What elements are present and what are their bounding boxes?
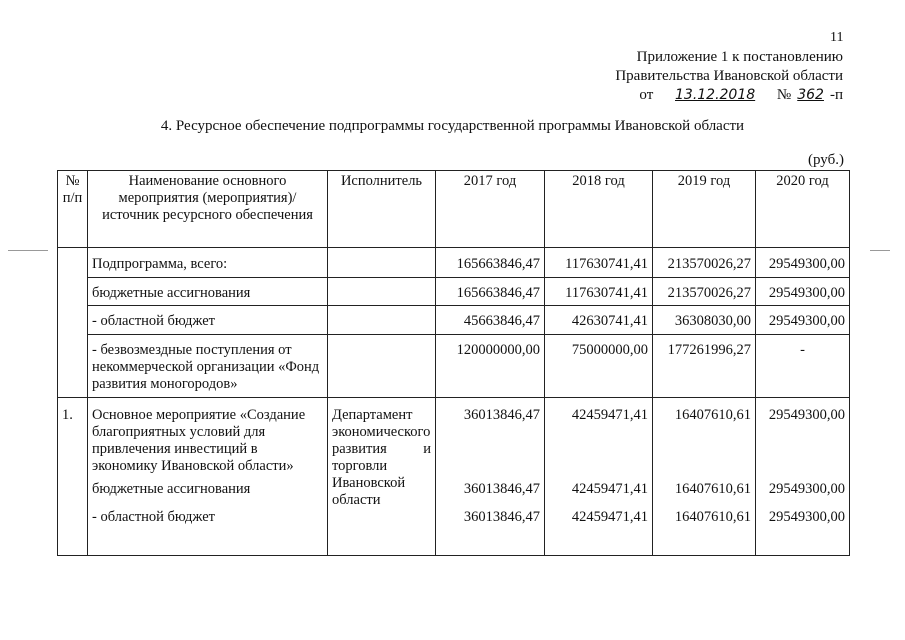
value-2017: 165663846,47 [436,278,545,306]
header-2020: 2020 год [756,171,850,248]
header-2017: 2017 год [436,171,545,248]
value-2018: 42459471,41 [545,398,653,478]
table-row [58,248,850,278]
row-name: бюджетные ассигнования [88,478,328,506]
row-name: - областной бюджет [88,506,328,556]
document-title: 4. Ресурсное обеспечение подпрограммы государственной программы Ивановской области [160,118,745,134]
appendix-block [615,48,843,105]
row-executor [328,248,436,278]
value-2017: 120000000,00 [436,335,545,398]
appendix-line-1: Приложение 1 к постановлению [636,49,843,65]
value-2019: 16407610,61 [653,398,756,478]
header-executor: Исполнитель [328,171,436,248]
row-name: - безвозмездные поступления от некоммерческой организации «Фонд развития моногородов» [88,335,328,398]
value-2017: 165663846,47 [436,248,545,278]
header-num: № п/п [58,171,88,248]
value-2019: 213570026,27 [653,248,756,278]
row-name: Подпрограмма, всего: [88,248,328,278]
table-row [58,306,850,335]
header-2018: 2018 год [545,171,653,248]
value-2019: 36308030,00 [653,306,756,335]
header-name: Наименование основного мероприятия (мероприятия)/источник ресурсного обеспечения [88,171,328,248]
scan-artifact-left [8,250,48,251]
table-header-row [58,171,850,248]
appendix-number-sign: № [776,87,792,103]
scan-artifact-right [870,250,890,251]
value-2020: 29549300,00 [756,398,850,478]
row-executor [328,278,436,306]
value-2017: 36013846,47 [436,506,545,556]
row-num [58,248,88,398]
value-2018: 42630741,41 [545,306,653,335]
value-2020: 29549300,00 [756,278,850,306]
table-row [58,398,850,478]
value-2019: 177261996,27 [653,335,756,398]
value-2020: 29549300,00 [756,248,850,278]
resource-table [57,170,850,556]
row-executor: Департамент экономического развития и торговли Ивановской области [328,398,436,556]
value-2018: 42459471,41 [545,478,653,506]
appendix-line-3 [615,86,843,105]
value-2019: 16407610,61 [653,506,756,556]
table-row [58,335,850,398]
appendix-number: 362 [797,87,824,103]
value-2018: 75000000,00 [545,335,653,398]
units-label: (руб.) [808,152,844,168]
value-2020: 29549300,00 [756,478,850,506]
value-2020: 29549300,00 [756,506,850,556]
appendix-suffix: -п [829,87,843,103]
row-executor [328,335,436,398]
row-num: 1. [58,398,88,556]
value-2017: 45663846,47 [436,306,545,335]
table-row [58,506,850,556]
appendix-date: 13.12.2018 [675,87,756,103]
value-2017: 36013846,47 [436,478,545,506]
value-2020: - [756,335,850,398]
value-2018: 42459471,41 [545,506,653,556]
table-row [58,278,850,306]
row-name: Основное мероприятие «Создание благоприятных условий для привлечения инвестиций в экономику Ивановской области» [88,398,328,478]
row-executor [328,306,436,335]
row-name: бюджетные ассигнования [88,278,328,306]
header-2019: 2019 год [653,171,756,248]
value-2018: 117630741,41 [545,248,653,278]
value-2018: 117630741,41 [545,278,653,306]
value-2017: 36013846,47 [436,398,545,478]
row-name: - областной бюджет [88,306,328,335]
page-number: 11 [830,30,844,45]
table-row [58,478,850,506]
value-2019: 16407610,61 [653,478,756,506]
value-2020: 29549300,00 [756,306,850,335]
value-2019: 213570026,27 [653,278,756,306]
appendix-line-2: Правительства Ивановской области [615,68,843,84]
appendix-from: от [639,87,654,103]
